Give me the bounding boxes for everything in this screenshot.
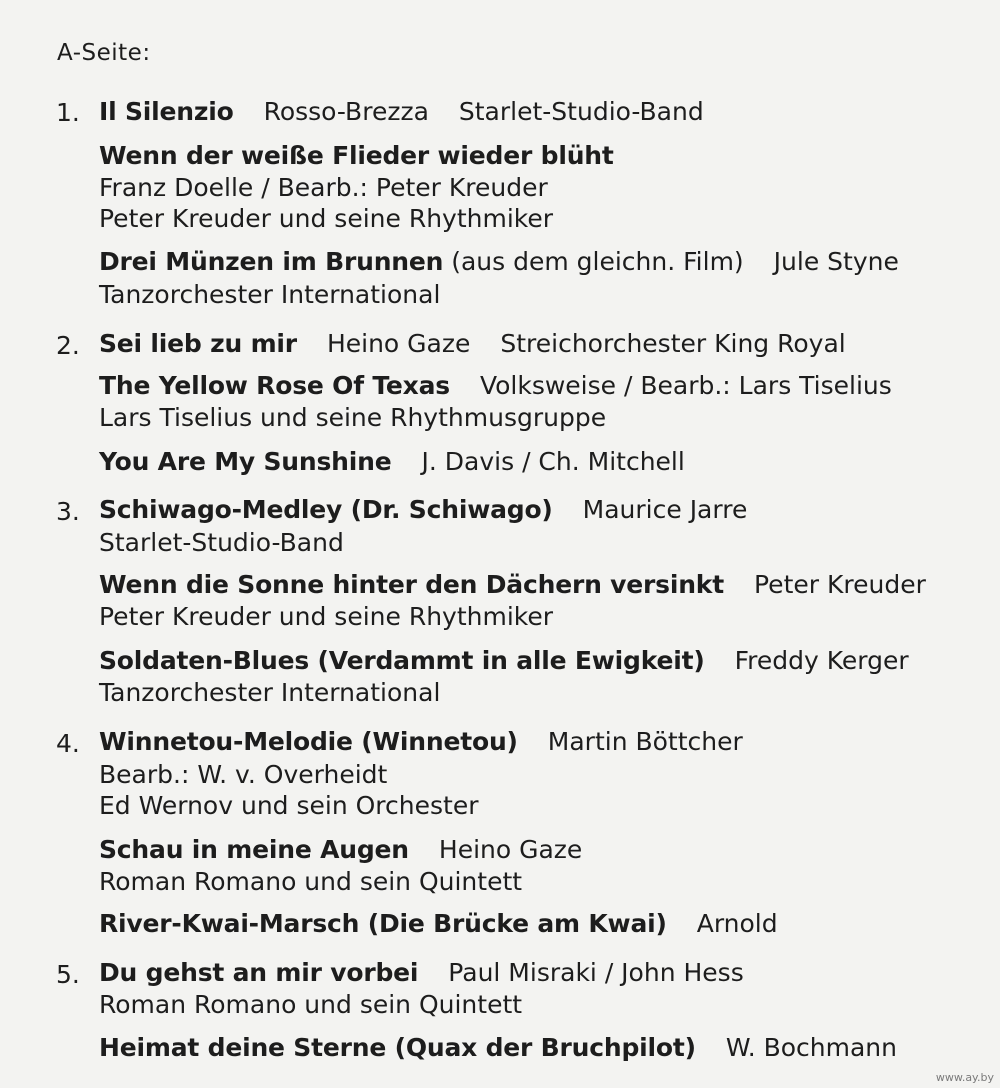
track-line: [99, 370, 892, 402]
composer: Heino Gaze: [326, 329, 471, 358]
song-title: Il Silenzio: [99, 97, 234, 126]
performer-line: Tanzorchester International: [99, 678, 441, 707]
song-title: The Yellow Rose Of Texas: [99, 371, 450, 400]
track-line: [99, 908, 778, 940]
track-line: [99, 96, 704, 128]
song-title: Sei lieb zu mir: [99, 329, 297, 358]
track-line: [99, 834, 582, 866]
performer-line: Ed Wernov und sein Orchester: [99, 791, 479, 820]
song-title: Wenn die Sonne hinter den Dächern versinkt: [99, 570, 724, 599]
composer: Freddy Kerger: [734, 646, 909, 675]
track-line: [99, 246, 899, 278]
song-title: Schiwago-Medley (Dr. Schiwago): [99, 495, 553, 524]
performer: Starlet-Studio-Band: [458, 97, 704, 126]
composer: Heino Gaze: [438, 835, 583, 864]
song-title: Drei Münzen im Brunnen: [99, 247, 444, 276]
track-number: 2.: [56, 331, 80, 360]
composer: Paul Misraki / John Hess: [448, 958, 744, 987]
track-line: [99, 569, 926, 601]
track-line: [99, 1032, 897, 1064]
performer-line: Peter Kreuder und seine Rhythmiker: [99, 602, 554, 631]
song-title: River-Kwai-Marsch (Die Brücke am Kwai): [99, 909, 667, 938]
composer: W. Bochmann: [725, 1033, 897, 1062]
song-title: Winnetou-Melodie (Winnetou): [99, 727, 518, 756]
composer: J. Davis / Ch. Mitchell: [421, 447, 685, 476]
watermark: www.ay.by: [935, 1071, 994, 1084]
performer-line: Starlet-Studio-Band: [99, 528, 344, 557]
track-line: [99, 446, 685, 478]
composer: Volksweise / Bearb.: Lars Tiselius: [479, 371, 892, 400]
song-title: Du gehst an mir vorbei: [99, 958, 419, 987]
composer: Martin Böttcher: [547, 727, 743, 756]
track-line: [99, 645, 909, 677]
composer: Rosso-Brezza: [263, 97, 429, 126]
song-title: Wenn der weiße Flieder wieder blüht: [99, 141, 614, 170]
track-line: [99, 726, 743, 758]
song-title: Schau in meine Augen: [99, 835, 409, 864]
track-number: 1.: [56, 98, 80, 127]
song-title: Soldaten-Blues (Verdammt in alle Ewigkeit): [99, 646, 705, 675]
performer-line: Roman Romano und sein Quintett: [99, 990, 523, 1019]
credit-line: Franz Doelle / Bearb.: Peter Kreuder: [99, 173, 548, 202]
composer: Peter Kreuder: [754, 570, 926, 599]
composer: Maurice Jarre: [582, 495, 748, 524]
performer-line: Peter Kreuder und seine Rhythmiker: [99, 204, 554, 233]
track-line: [99, 957, 744, 989]
credit-line: Bearb.: W. v. Overheidt: [99, 760, 388, 789]
track-number: 3.: [56, 497, 80, 526]
performer: Streichorchester King Royal: [500, 329, 846, 358]
track-number: 5.: [56, 960, 80, 989]
song-title: Heimat deine Sterne (Quax der Bruchpilot): [99, 1033, 696, 1062]
song-note: (aus dem gleichn. Film): [451, 247, 744, 276]
performer-line: Tanzorchester International: [99, 280, 441, 309]
composer: Arnold: [696, 909, 778, 938]
performer-line: Roman Romano und sein Quintett: [99, 867, 523, 896]
song-title: You Are My Sunshine: [99, 447, 392, 476]
track-number: 4.: [56, 729, 80, 758]
composer: Jule Styne: [773, 247, 899, 276]
side-heading: A-Seite:: [57, 40, 151, 66]
track-line: [99, 494, 747, 526]
performer-line: Lars Tiselius und seine Rhythmusgruppe: [99, 403, 607, 432]
track-line: [99, 328, 846, 360]
track-line: [99, 140, 614, 172]
